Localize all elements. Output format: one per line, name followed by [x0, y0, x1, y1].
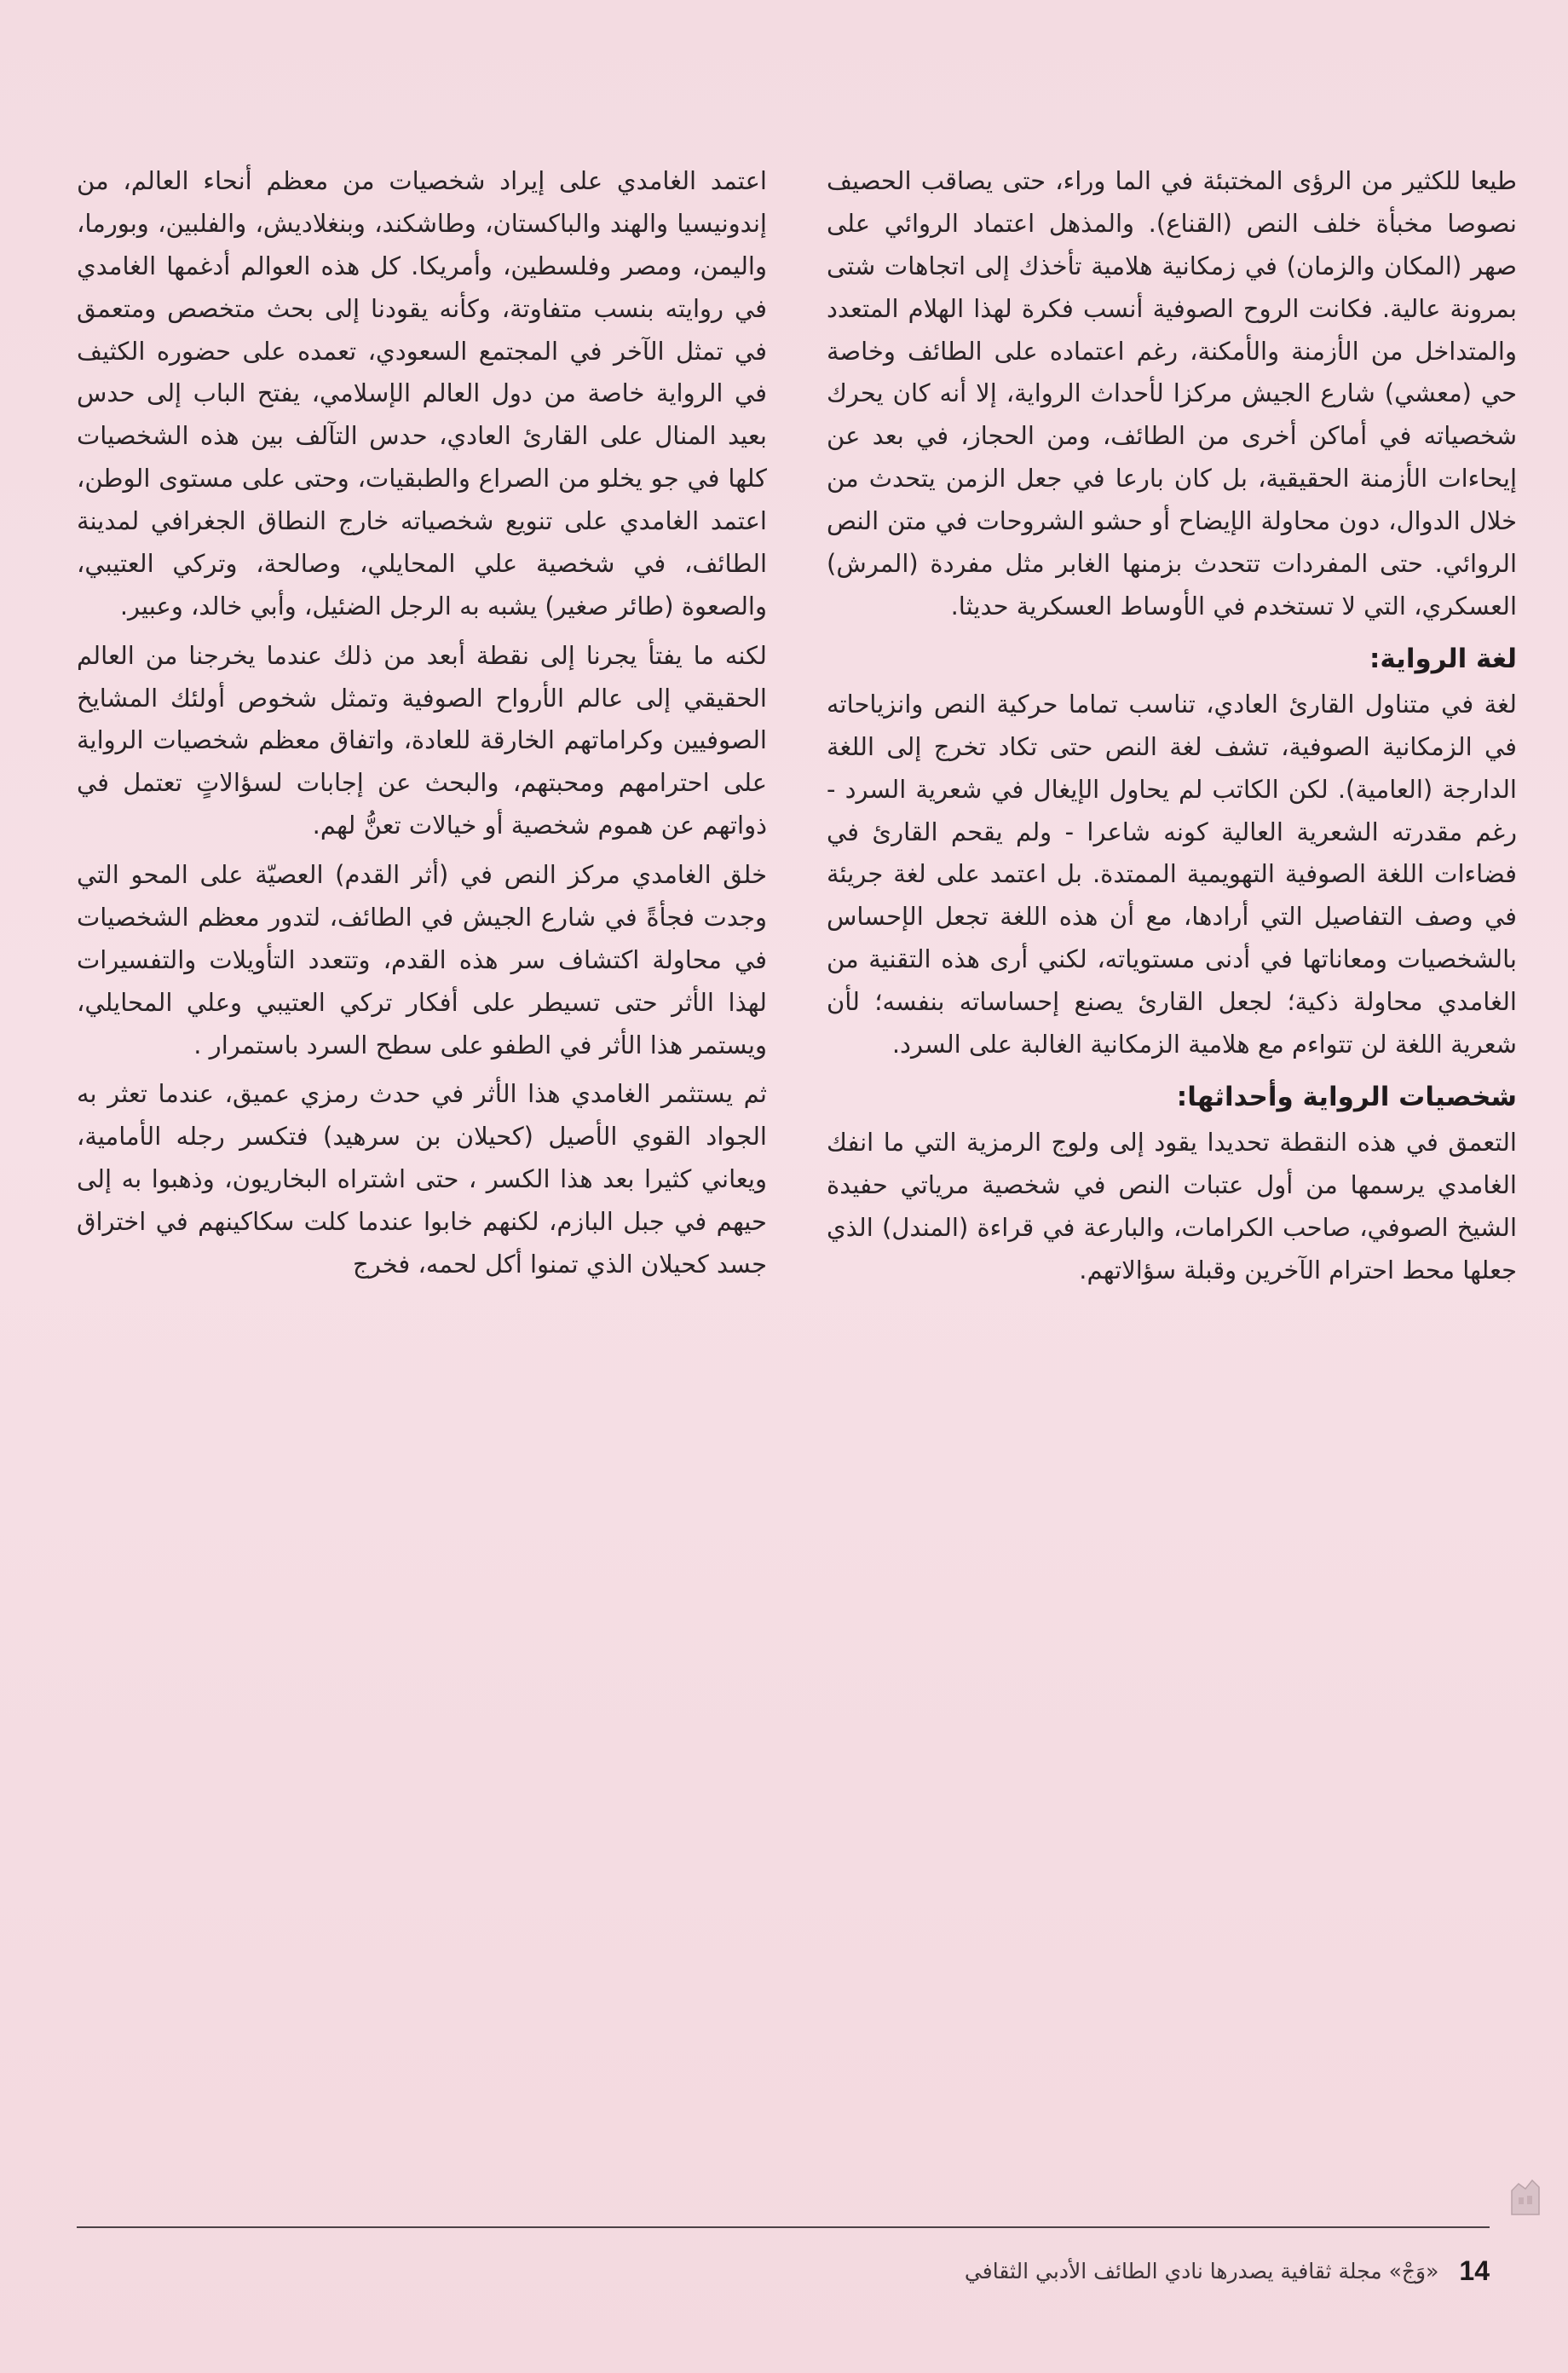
right-paragraph-2: لغة في متناول القارئ العادي، تناسب تماما حركية النص وانزياحاته في الزمكانية الصوفية، تشف لغة النص حتى تكاد تخرج إلى اللغة الدارجة (العامية). لكن الكاتب لم يحاول الإيغال في شعرية السرد - رغم مقدرته الشعرية العالية كونه شاعرا - ولم يقحم القارئ في فضاءات اللغة الصوفية التهويمية الممتدة. بل اعتمد على لغة جريئة في وصف التفاصيل التي أرادها، مع أن هذه اللغة تجعل الإحساس بالشخصيات ومعاناتها في أدنى مستوياته، لكني أرى هذه التقنية من الغامدي محاولة ذكية؛ لجعل القارئ يصنع إحساساته بنفسه؛ لأن شعرية اللغة لن تتواءم مع هلامية الزمكانية الغالبة على السرد.: [827, 689, 1517, 1059]
footer-divider: [77, 2226, 1490, 2228]
left-paragraph-3: خلق الغامدي مركز النص في (أثر القدم) العصيّة على المحو التي وجدت فجأةً في شارع الجيش في الطائف، لتدور معظم الشخصيات في محاولة اكتشاف سر هذه القدم، وتتعدد التأويلات والتفسيرات لهذا الأثر حتى تسيطر على أفكار تركي العتيبي وعلي المحايلي، ويستمر هذا الأثر في الطفو على سطح السرد باستمرار .: [77, 860, 767, 1059]
section-heading-language: لغة الرواية:: [1369, 643, 1517, 674]
right-column: [827, 160, 1517, 2189]
magazine-tagline: «وَجْ» مجلة ثقافية يصدرها نادي الطائف الأدبي الثقافي: [964, 2258, 1439, 2284]
page-number: 14: [1459, 2255, 1490, 2286]
left-paragraph-1: اعتمد الغامدي على إيراد شخصيات من معظم أنحاء العالم، من إندونيسيا والهند والباكستان، وطاشكند، وبنغلاديش، والفلبين، وبورما، واليمن، ومصر وفلسطين، وأمريكا. كل هذه العوالم أدغمها الغامدي في روايته بنسب متفاوتة، وكأنه يقودنا إلى بحث متخصص ومتعمق في تمثل الآخر في المجتمع السعودي، تعمده على حضوره الكثيف في الرواية خاصة من دول العالم الإسلامي، يفتح الباب إلى حدس بعيد المنال على القارئ العادي، حدس التآلف بين هذه الشخصيات كلها في جو يخلو من الصراع والطبقيات، وحتى على مستوى الوطن، اعتمد الغامدي على تنويع شخصياته خارج النطاق الجغرافي لمدينة الطائف، في شخصية علي المحايلي، وصالحة، وتركي العتيبي، والصعوة (طائر صغير) يشبه به الرجل الضئيل، وأبي خالد، وعبير.: [77, 166, 767, 621]
left-paragraph-4: ثم يستثمر الغامدي هذا الأثر في حدث رمزي عميق، عندما تعثر به الجواد القوي الأصيل (كحيلان بن سرهيد) فتكسر رجله الأمامية، ويعاني كثيرا بعد هذا الكسر ، حتى اشتراه البخاريون، وذهبوا به إلى حيهم في جبل البازم، لكنهم خابوا عندما كلت سكاكينهم في اختراق جسد كحيلان الذي تمنوا أكل لحمه، فخرج: [77, 1079, 767, 1279]
text-columns: [77, 160, 1517, 2189]
right-paragraph-1: طيعا للكثير من الرؤى المختبئة في الما وراء، حتى يصاقب الحصيف نصوصا مخبأة خلف النص (القناع). والمذهل اعتماد الروائي على صهر (المكان والزمان) في زمكانية هلامية تأخذك إلى اتجاهات شتى بمرونة عالية. فكانت الروح الصوفية أنسب فكرة لهذا الهلام المتعدد والمتداخل من الأزمنة والأمكنة، رغم اعتماده على الطائف وخاصة حي (معشي) شارع الجيش مركزا لأحداث الرواية، إلا أنه كان يحرك شخصياته في أماكن أخرى من الطائف، ومن الحجاز، في بعد عن إيحاءات الأزمنة الحقيقية، بل كان بارعا في جعل الزمن يتحدث من خلال الدوال، دون محاولة الإيضاح أو حشو الشروحات في متن النص الروائي. حتى المفردات تتحدث بزمنها الغابر مثل مفردة (المرش) العسكري، التي لا تستخدم في الأوساط العسكرية حديثا.: [827, 166, 1517, 621]
left-column: [77, 160, 767, 2189]
right-paragraph-3: التعمق في هذه النقطة تحديدا يقود إلى ولوج الرمزية التي ما انفك الغامدي يرسمها من أول عتبات النص في شخصية مرياتي حفيدة الشيخ الصوفي، صاحب الكرامات، والبارعة في قراءة (المندل) الذي جعلها محط احترام الآخرين وقبلة سؤالاتهم.: [827, 1128, 1517, 1285]
section-heading-characters: شخصيات الرواية وأحداثها:: [1176, 1081, 1517, 1112]
corner-ornament-icon: [1507, 2172, 1544, 2220]
page-footer: [77, 2245, 1490, 2296]
left-paragraph-2: لكنه ما يفتأ يجرنا إلى نقطة أبعد من ذلك عندما يخرجنا من العالم الحقيقي إلى عالم الأرواح الصوفية وتمثل شخوص أولئك المشايخ الصوفيين وكراماتهم الخارقة للعادة، واتفاق معظم شخصيات الرواية على احترامهم ومحبتهم، والبحث عن إجابات لسؤالاتٍ تعتمل في ذواتهم عن هموم شخصية أو خيالات تعنُّ لهم.: [77, 640, 767, 840]
